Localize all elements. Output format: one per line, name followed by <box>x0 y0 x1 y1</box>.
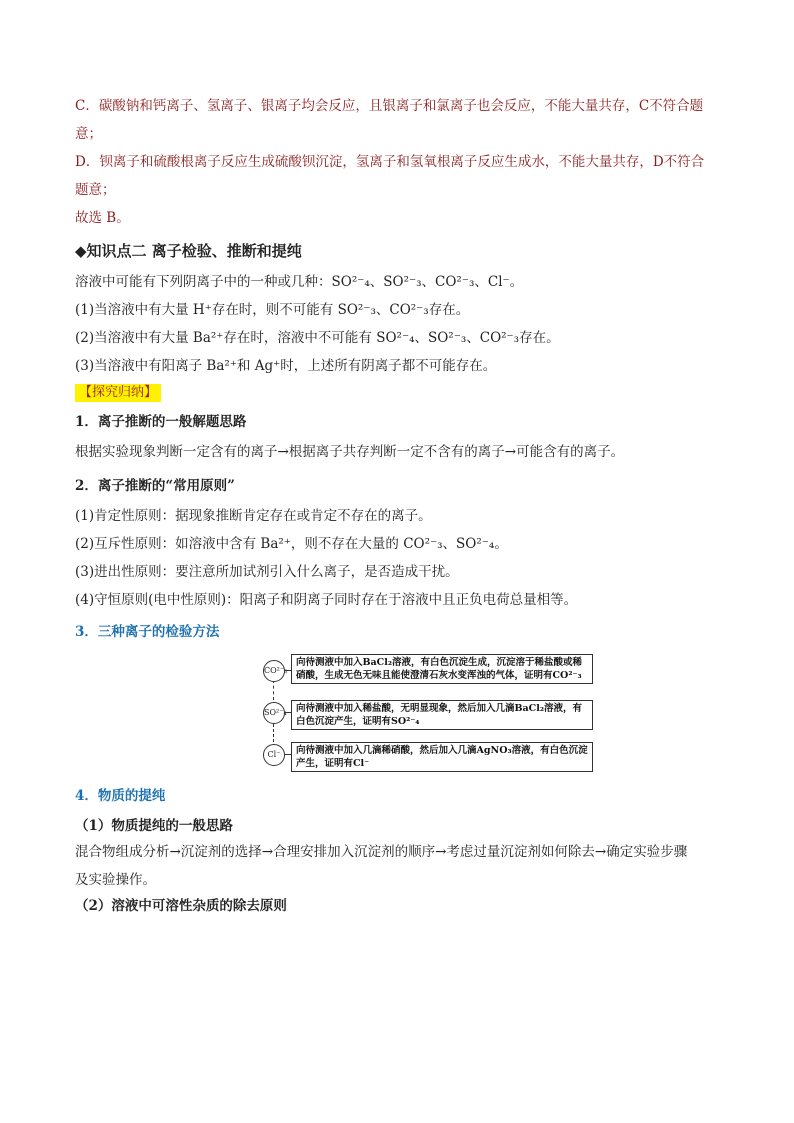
connector-line <box>273 724 274 742</box>
chloride-ion-circle: Cl⁻ <box>263 744 285 766</box>
connector-line <box>273 680 274 700</box>
inquiry-badge: 【探究归纳】 <box>75 384 161 402</box>
section-intro: 溶液中可能有下列阴离子中的一种或几种：SO²⁻₄、SO²⁻₃、CO²⁻₃、Cl⁻。 <box>75 274 524 290</box>
sulfate-test-box: 向待测液中加入稀盐酸，无明显现象，然后加入几滴BaCl₂溶液，有白色沉淀产生，证明有SO²⁻₄ <box>291 700 593 730</box>
option-c-line2: 意； <box>75 126 102 142</box>
link-line <box>284 712 291 713</box>
question-3: (3)当溶液中有阳离子 Ba²⁺和 Ag⁺时，上述所有阴离子都不可能存在。 <box>75 358 497 374</box>
question-2: (2)当溶液中有大量 Ba²⁺存在时，溶液中不可能有 SO²⁻₄、SO²⁻₃、CO²⁻₃存在。 <box>75 330 560 346</box>
document-page <box>75 92 725 918</box>
question-1: (1)当溶液中有大量 H⁺存在时，则不可能有 SO²⁻₃、CO²⁻₃存在。 <box>75 302 470 318</box>
heading-4-1: （1）物质提纯的一般思路 <box>75 818 233 834</box>
heading-4: 4．物质的提纯 <box>75 788 166 804</box>
heading-2: 2．离子推断的“常用原则” <box>75 478 235 494</box>
option-d-line2: 题意； <box>75 182 116 198</box>
option-d-line1: D．钡离子和硫酸根离子反应生成硫酸钡沉淀，氢离子和氢氧根离子反应生成水，不能大量共存，D不符合 <box>75 154 705 170</box>
chloride-test-box: 向待测液中加入几滴稀硝酸，然后加入几滴AgNO₃溶液，有白色沉淀产生，证明有Cl⁻ <box>291 742 593 772</box>
link-line <box>284 670 291 671</box>
heading-4-2: （2）溶液中可溶性杂质的除去原则 <box>75 898 287 914</box>
carbonate-test-box: 向待测液中加入BaCl₂溶液，有白色沉淀生成，沉淀溶于稀盐酸或稀硝酸，生成无色无味且能使澄清石灰水变浑浊的气体，证明有CO²⁻₃ <box>291 654 593 684</box>
rule-2: (2)互斥性原则：如溶液中含有 Ba²⁺，则不存在大量的 CO²⁻₃、SO²⁻₄。 <box>75 536 508 552</box>
link-line <box>284 754 291 755</box>
heading-3: 3．三种离子的检验方法 <box>75 624 220 640</box>
heading-4-1-text-1: 混合物组成分析→沉淀剂的选择→合理安排加入沉淀剂的顺序→考虑过量沉淀剂如何除去→确定实验步骤 <box>75 844 688 860</box>
answer-line: 故选 B。 <box>75 210 130 226</box>
sulfate-ion-circle: SO²⁻₄ <box>263 702 285 724</box>
heading-4-1-text-2: 及实验操作。 <box>75 872 156 888</box>
option-c-line1: C．碳酸钠和钙离子、氢离子、银离子均会反应，且银离子和氯离子也会反应，不能大量共存，C不符合题 <box>75 98 704 114</box>
heading-1-text: 根据实验现象判断一定含有的离子→根据离子共存判断一定不含有的离子→可能含有的离子。 <box>75 444 625 460</box>
rule-3: (3)进出性原则：要注意所加试剂引入什么离子，是否造成干扰。 <box>75 564 459 580</box>
heading-1: 1．离子推断的一般解题思路 <box>75 414 247 430</box>
rule-1: (1)肯定性原则：据现象推断肯定存在或肯定不存在的离子。 <box>75 508 432 524</box>
carbonate-ion-circle: CO²⁻₃ <box>263 660 285 682</box>
section-title: ◆知识点二 离子检验、推断和提纯 <box>75 242 302 260</box>
rule-4: (4)守恒原则(电中性原则)：阳离子和阴离子同时存在于溶液中且正负电荷总量相等。 <box>75 592 578 608</box>
ion-test-diagram <box>263 654 588 774</box>
